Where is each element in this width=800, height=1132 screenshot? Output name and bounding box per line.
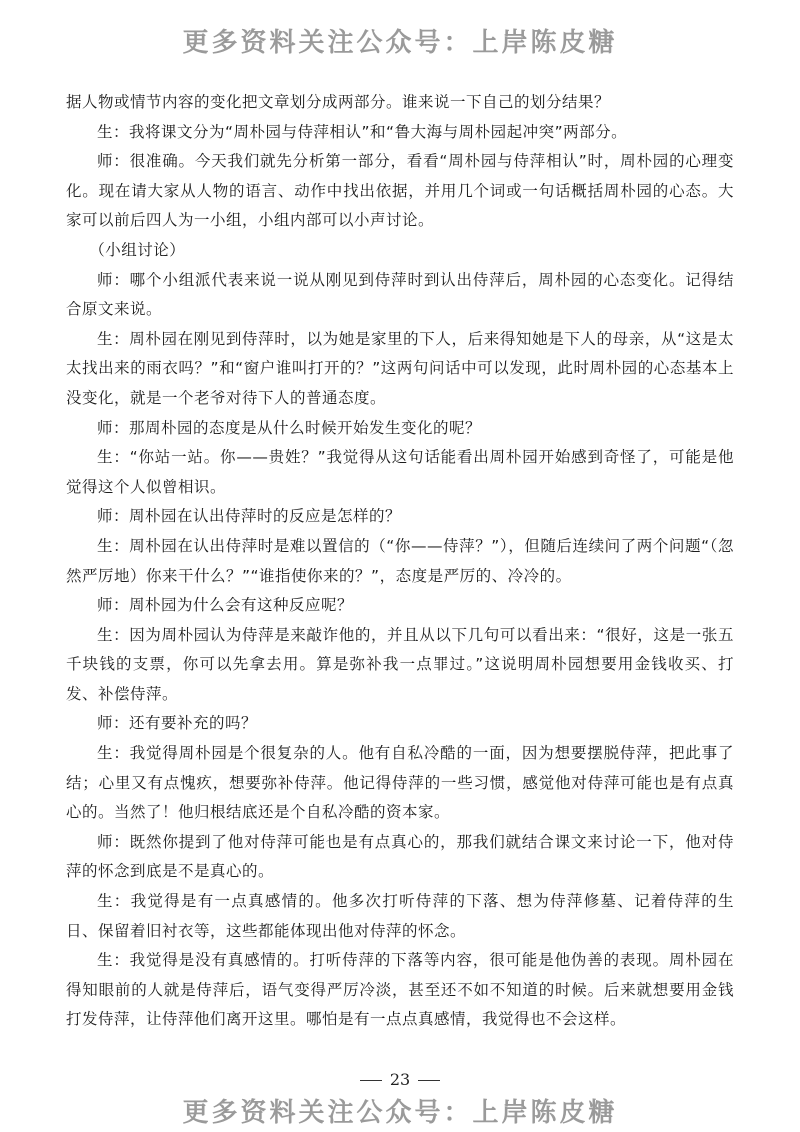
paragraph-5: 师：哪个小组派代表来说一说从刚见到侍萍时到认出侍萍后，周朴园的心态变化。记得结合原文来说。	[66, 270, 734, 319]
paragraph-13: 师：还有要补充的吗？	[97, 714, 258, 733]
paragraph-15: 师：既然你提到了他对侍萍可能也是有点真心的，那我们就结合课文来讨论一下，他对侍萍的怀念到底是不是真心的。	[66, 832, 734, 881]
paragraph-3: 师：很准确。今天我们就先分析第一部分，看看“周朴园与侍萍相认”时，周朴园的心理变化。现在请大家从人物的语言、动作中找出依据，并用几个词或一句话概括周朴园的心态。大家可以前后四人为一小组，小组内部可以小声讨论。	[66, 152, 734, 230]
paragraph-7: 师：那周朴园的态度是从什么时候开始发生变化的呢？	[97, 418, 482, 437]
paragraph-11: 师：周朴园为什么会有这种反应呢？	[97, 596, 354, 615]
paragraph-17: 生：我觉得是没有真感情的。打听侍萍的下落等内容，很可能是他伪善的表现。周朴园在得知眼前的人就是侍萍后，语气变得严厉冷淡，甚至还不如不知道的时候。后来就想要用金钱打发侍萍，让侍萍他们离开这里。哪怕是有一点点真感情，我觉得也不会这样。	[66, 951, 734, 1029]
paragraph-10: 生：周朴园在认出侍萍时是难以置信的（“你——侍萍？”），但随后连续问了两个问题“（忽然严厉地）你来干什么？”“谁指使你来的？”，态度是严厉的、冷冷的。	[66, 536, 734, 585]
paragraph-14: 生：我觉得周朴园是个很复杂的人。他有自私冷酷的一面，因为想要摆脱侍萍，把此事了结；心里又有点愧疚，想要弥补侍萍。他记得侍萍的一些习惯，感觉他对侍萍可能也是有点真心的。当然了！他归根结底还是个自私冷酷的资本家。	[66, 744, 734, 822]
paragraph-16: 生：我觉得是有一点真感情的。他多次打听侍萍的下落、想为侍萍修墓、记着侍萍的生日、保留着旧衬衣等，这些都能体现出他对侍萍的怀念。	[66, 892, 734, 940]
paragraph-9: 师：周朴园在认出侍萍时的反应是怎样的？	[97, 507, 402, 526]
paragraph-1: 据人物或情节内容的变化把文章划分成两部分。谁来说一下自己的划分结果？	[66, 93, 611, 111]
paragraph-12: 生：因为周朴园认为侍萍是来敲诈他的，并且从以下几句可以看出来：“很好，这是一张五千块钱的支票，你可以先拿去用。算是弥补我一点罪过。”这说明周朴园想要用金钱收买、打发、补偿侍萍。	[66, 625, 734, 703]
watermark-bottom: 更多资料关注公众号：上岸陈皮糖	[182, 1098, 618, 1128]
paragraph-6: 生：周朴园在刚见到侍萍时，以为她是家里的下人，后来得知她是下人的母亲，从“这是太太找出来的雨衣吗？”和“窗户谁叫打开的？”这两句问话中可以发现，此时周朴园的心态基本上没变化，就是一个老爷对待下人的普通态度。	[66, 329, 734, 407]
page-number-dash-right	[418, 1080, 440, 1081]
page-number	[0, 1070, 800, 1089]
paragraph-4: （小组讨论）	[89, 240, 186, 259]
page-body	[66, 88, 734, 1035]
watermark-top: 更多资料关注公众号：上岸陈皮糖	[182, 28, 618, 58]
page-number-dash-left	[360, 1080, 382, 1081]
paragraph-8: 生：“你站一站。你——贵姓？”我觉得从这句话能看出周朴园开始感到奇怪了，可能是他觉得这个人似曾相识。	[66, 448, 734, 496]
page-number-value: 23	[389, 1070, 411, 1089]
paragraph-2: 生：我将课文分为“周朴园与侍萍相认”和“鲁大海与周朴园起冲突”两部分。	[97, 122, 628, 141]
